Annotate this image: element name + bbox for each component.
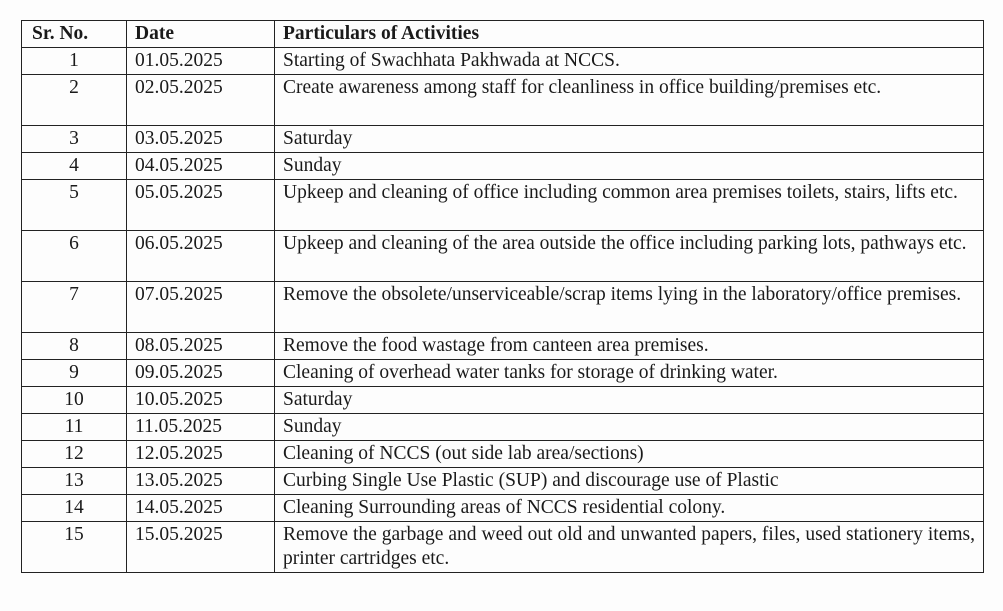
table-row: [22, 333, 984, 360]
row-date: 12.05.2025: [127, 441, 275, 468]
row-sr-no: 4: [22, 153, 127, 180]
table-row: [22, 75, 984, 126]
row-sr-no: 7: [22, 282, 127, 333]
table-row: [22, 153, 984, 180]
row-activity: Curbing Single Use Plastic (SUP) and discourage use of Plastic: [275, 468, 984, 495]
table-row: [22, 441, 984, 468]
table-row: [22, 495, 984, 522]
row-sr-no: 6: [22, 231, 127, 282]
row-sr-no: 8: [22, 333, 127, 360]
row-activity: Cleaning Surrounding areas of NCCS residential colony.: [275, 495, 984, 522]
row-sr-no: 10: [22, 387, 127, 414]
row-date: 13.05.2025: [127, 468, 275, 495]
row-sr-no: 14: [22, 495, 127, 522]
row-activity: Sunday: [275, 153, 984, 180]
row-date: 03.05.2025: [127, 126, 275, 153]
table-row: [22, 231, 984, 282]
table-row: [22, 282, 984, 333]
table-row: [22, 522, 984, 573]
table-row: [22, 414, 984, 441]
row-sr-no: 12: [22, 441, 127, 468]
row-activity: Remove the obsolete/unserviceable/scrap items lying in the laboratory/office premises.: [275, 282, 984, 333]
row-activity: Remove the garbage and weed out old and unwanted papers, files, used stationery items, printer cartridges etc.: [275, 522, 984, 573]
row-sr-no: 15: [22, 522, 127, 573]
row-sr-no: 5: [22, 180, 127, 231]
table-header-row: [22, 21, 984, 48]
header-particulars: Particulars of Activities: [275, 21, 984, 48]
row-activity: Saturday: [275, 126, 984, 153]
table-row: [22, 468, 984, 495]
row-date: 08.05.2025: [127, 333, 275, 360]
row-date: 01.05.2025: [127, 48, 275, 75]
row-activity: Remove the food wastage from canteen area premises.: [275, 333, 984, 360]
row-sr-no: 13: [22, 468, 127, 495]
table-row: [22, 387, 984, 414]
row-activity: Upkeep and cleaning of the area outside the office including parking lots, pathways etc.: [275, 231, 984, 282]
row-date: 15.05.2025: [127, 522, 275, 573]
row-date: 07.05.2025: [127, 282, 275, 333]
row-sr-no: 1: [22, 48, 127, 75]
row-date: 05.05.2025: [127, 180, 275, 231]
header-date: Date: [127, 21, 275, 48]
row-sr-no: 11: [22, 414, 127, 441]
row-sr-no: 9: [22, 360, 127, 387]
row-activity: Cleaning of NCCS (out side lab area/sections): [275, 441, 984, 468]
row-activity: Saturday: [275, 387, 984, 414]
header-sr-no: Sr. No.: [22, 21, 127, 48]
row-activity: Cleaning of overhead water tanks for storage of drinking water.: [275, 360, 984, 387]
row-activity: Create awareness among staff for cleanliness in office building/premises etc.: [275, 75, 984, 126]
row-activity: Upkeep and cleaning of office including common area premises toilets, stairs, lifts etc.: [275, 180, 984, 231]
row-date: 09.05.2025: [127, 360, 275, 387]
table-row: [22, 180, 984, 231]
activities-table: [21, 20, 984, 573]
row-date: 06.05.2025: [127, 231, 275, 282]
row-activity: Sunday: [275, 414, 984, 441]
row-date: 10.05.2025: [127, 387, 275, 414]
row-activity: Starting of Swachhata Pakhwada at NCCS.: [275, 48, 984, 75]
row-date: 04.05.2025: [127, 153, 275, 180]
table-row: [22, 48, 984, 75]
row-sr-no: 2: [22, 75, 127, 126]
row-date: 11.05.2025: [127, 414, 275, 441]
table-row: [22, 360, 984, 387]
row-sr-no: 3: [22, 126, 127, 153]
row-date: 14.05.2025: [127, 495, 275, 522]
table-row: [22, 126, 984, 153]
row-date: 02.05.2025: [127, 75, 275, 126]
